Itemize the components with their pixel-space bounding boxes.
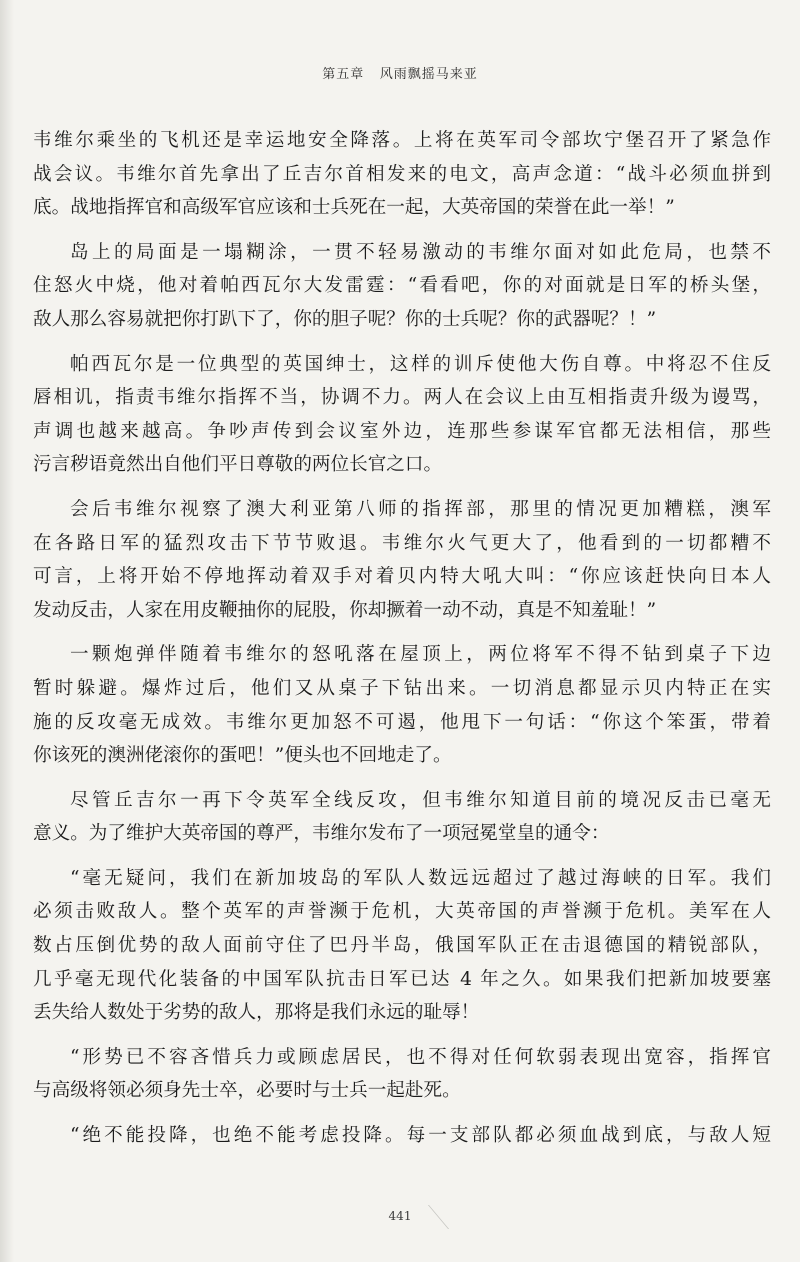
text-line: 施的反攻毫无成效。韦维尔更加怒不可遏，他甩下一句话：“你这个笨蛋，带着 <box>33 711 771 733</box>
paragraph-gap <box>33 337 771 348</box>
text-line: “绝不能投降，也绝不能考虑投降。每一支部队都必须血战到底，与敌人短 <box>70 1125 771 1147</box>
paragraph <box>33 638 771 772</box>
text-line: 几乎毫无现代化装备的中国军队抗击日军已达 4 年之久。如果我们把新加坡要塞 <box>33 968 771 990</box>
text-line: 可言，上将开始不停地挥动着双手对着贝内特大吼大叫：“你应该赶快向日本人 <box>33 566 771 588</box>
chapter-number: 第五章 <box>322 67 365 82</box>
paragraph-gap <box>33 773 771 784</box>
paragraph-gap <box>33 225 771 236</box>
text-line: 数占压倒优势的敌人面前守住了巴丹半岛，俄国军队正在击退德国的精锐部队， <box>33 935 771 957</box>
text-line: 会后韦维尔视察了澳大利亚第八师的指挥部，那里的情况更加糟糕，澳军 <box>70 498 771 520</box>
paragraph-gap <box>33 1030 771 1041</box>
paragraph <box>33 348 771 482</box>
text-line: 在各路日军的猛烈攻击下节节败退。韦维尔火气更大了，他看到的一切都糟不 <box>33 532 771 554</box>
text-line: 你该死的澳洲佬滚你的蛋吧！”便头也不回地走了。 <box>33 745 452 767</box>
text-line: 与高级将领必须身先士卒，必要时与士兵一起赴死。 <box>33 1080 461 1102</box>
text-line: 丢失给人数处于劣势的敌人，那将是我们永远的耻辱！ <box>33 1002 480 1024</box>
paragraph-gap <box>33 851 771 862</box>
text-line: 韦维尔乘坐的飞机还是幸运地安全降落。上将在英军司令部坎宁堡召开了紧急作 <box>33 130 771 151</box>
text-line: “毫无疑问，我们在新加坡岛的军队人数远远超过了越过海峡的日军。我们 <box>70 867 771 889</box>
text-line: 底。战地指挥官和高级军官应该和士兵死在一起，大英帝国的荣誉在此一举！” <box>33 197 675 219</box>
text-line: 岛上的局面是一塌糊涂，一贯不轻易激动的韦维尔面对如此危局，也禁不 <box>70 241 771 263</box>
text-line: 一颗炮弹伴随着韦维尔的怒吼落在屋顶上，两位将军不得不钻到桌子下边 <box>70 644 771 666</box>
text-line: 必须击败敌人。整个英军的声誉濒于危机，大英帝国的声誉濒于危机。美军在人 <box>33 901 771 923</box>
paragraph <box>33 493 771 627</box>
text-line: 唇相讥，指责韦维尔指挥不当，协调不力。两人在会议上由互相指责升级为谩骂， <box>33 387 771 409</box>
text-line: 污言秽语竟然出自他们平日尊敬的两位长官之口。 <box>33 454 443 476</box>
text-line: 敌人那么容易就把你打趴下了，你的胆子呢？你的士兵呢？你的武器呢？！” <box>33 308 657 330</box>
paragraph-gap <box>33 627 771 638</box>
text-line: 尽管丘吉尔一再下令英军全线反攻，但韦维尔知道目前的境况反击已毫无 <box>70 789 771 811</box>
paragraph-gap <box>33 1108 771 1119</box>
text-line: 发动反击，人家在用皮鞭抽你的屁股，你却撅着一动不动，真是不知羞耻！” <box>33 599 657 621</box>
paragraph <box>33 124 771 225</box>
body-text <box>33 124 771 1153</box>
text-line: 暂时躲避。爆炸过后，他们又从桌子下钻出来。一切消息都显示贝内特正在实 <box>33 677 771 699</box>
text-line: 住怒火中烧，他对着帕西瓦尔大发雷霆：“看看吧，你的对面就是日军的桥头堡， <box>33 275 771 297</box>
paragraph <box>33 236 771 337</box>
running-head <box>0 63 800 82</box>
text-line: 战会议。韦维尔首先拿出了丘吉尔首相发来的电文，高声念道：“战斗必须血拼到 <box>33 163 771 185</box>
page-number: 441 <box>388 1209 412 1223</box>
paragraph <box>33 1119 771 1153</box>
text-line: 帕西瓦尔是一位典型的英国绅士，这样的训斥使他大伤自尊。中将忍不住反 <box>70 353 771 375</box>
paragraph <box>33 1041 771 1108</box>
text-line: 意义。为了维护大英帝国的尊严，韦维尔发布了一项冠冕堂皇的通令： <box>33 823 610 845</box>
paragraph-gap <box>33 482 771 493</box>
text-line: “形势已不容吝惜兵力或顾虑居民，也不得对任何软弱表现出宽容，指挥官 <box>70 1046 771 1068</box>
chapter-title: 风雨飘摇马来亚 <box>379 67 478 82</box>
text-line: 声调也越来越高。争吵声传到会议室外边，连那些参谋军官都无法相信，那些 <box>33 420 771 442</box>
paragraph <box>33 784 771 851</box>
paragraph <box>33 862 771 1030</box>
